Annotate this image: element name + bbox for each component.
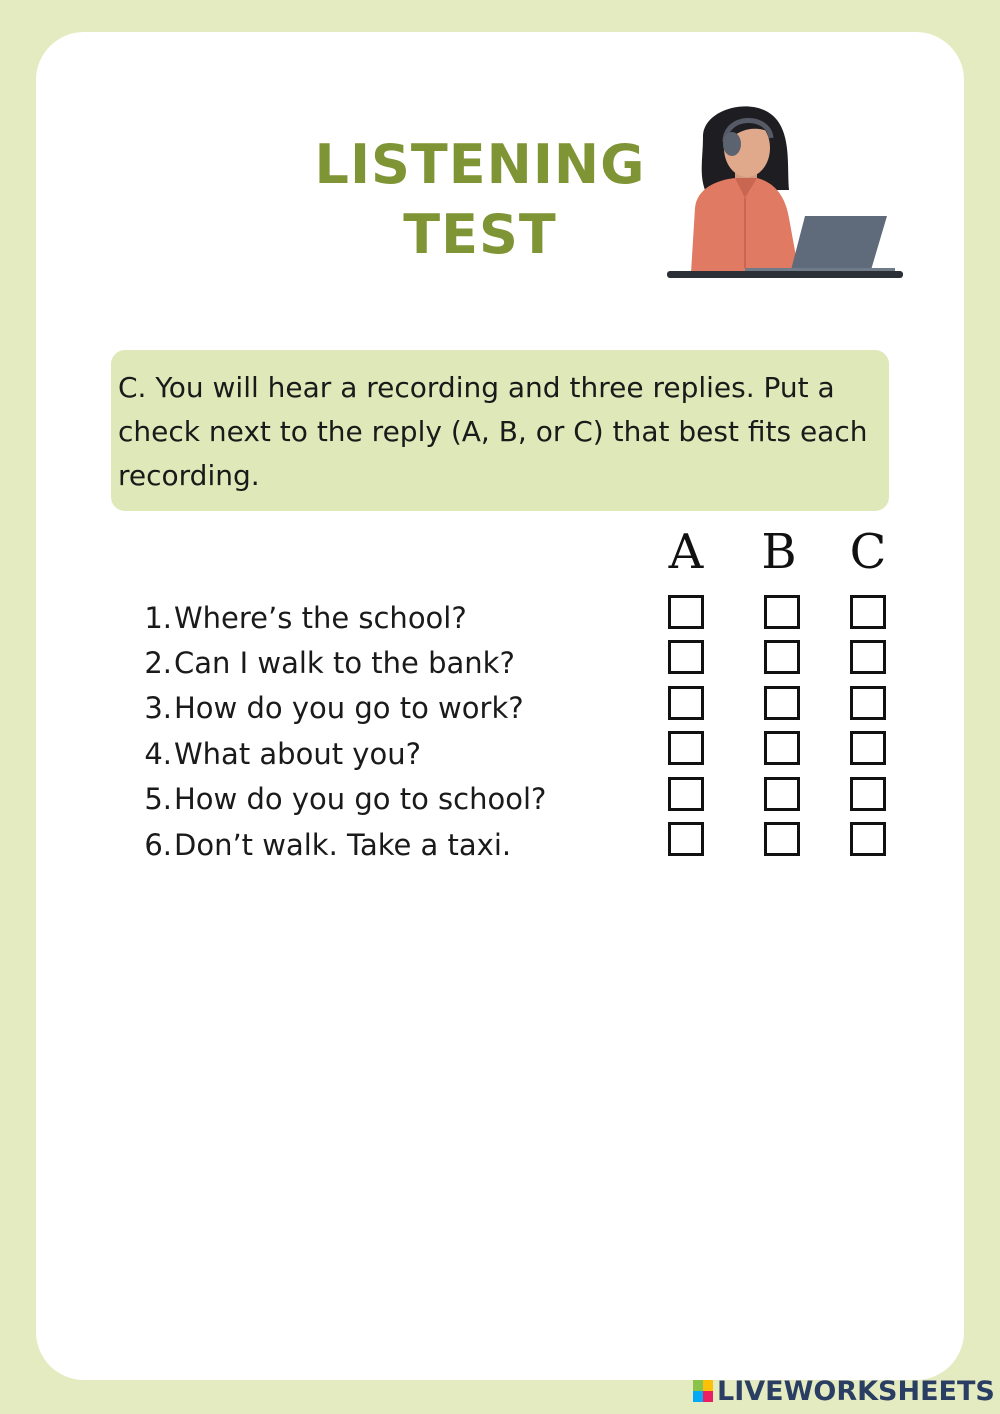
checkbox-q3-a[interactable] [668, 686, 704, 720]
question-text: How do you go to work? [174, 691, 524, 726]
liveworksheets-logo [693, 1376, 995, 1406]
instruction-box [111, 350, 889, 511]
checkbox-q4-c[interactable] [850, 731, 886, 765]
column-header-c: C [849, 524, 887, 580]
question-text: What about you? [174, 736, 421, 771]
brand-name: LIVEWORKSHEETS [717, 1375, 995, 1407]
question-item [136, 822, 546, 867]
checkbox-q1-a[interactable] [668, 595, 704, 629]
question-item [136, 777, 546, 822]
question-number: 3. [144, 691, 172, 726]
question-number: 6. [144, 827, 172, 862]
question-number: 1. [144, 600, 172, 635]
checkbox-q5-a[interactable] [668, 777, 704, 811]
liveworksheets-logo-icon [693, 1380, 713, 1402]
checkbox-q6-b[interactable] [764, 822, 800, 856]
instruction-text: C. You will hear a recording and three replies. Put a check next to the reply (A, B, or C) that best fits each recording. [118, 371, 868, 492]
checkbox-q6-c[interactable] [850, 822, 886, 856]
question-item [136, 595, 546, 640]
question-text: How do you go to school? [174, 782, 547, 817]
checkbox-q3-b[interactable] [764, 686, 800, 720]
checkbox-q2-c[interactable] [850, 640, 886, 674]
checkbox-q1-c[interactable] [850, 595, 886, 629]
checkbox-q6-a[interactable] [668, 822, 704, 856]
column-header-a: A [668, 524, 704, 580]
title-line-2: TEST [403, 203, 557, 266]
question-number: 2. [144, 646, 172, 681]
question-number: 4. [144, 736, 172, 771]
question-item [136, 640, 546, 685]
checkbox-q5-b[interactable] [764, 777, 800, 811]
question-text: Can I walk to the bank? [174, 646, 515, 681]
question-item [136, 686, 546, 731]
title-line-1: LISTENING [314, 133, 646, 196]
question-text: Where’s the school? [174, 600, 467, 635]
checkbox-q4-b[interactable] [764, 731, 800, 765]
column-header-b: B [761, 524, 797, 580]
checkbox-q4-a[interactable] [668, 731, 704, 765]
checkbox-q5-c[interactable] [850, 777, 886, 811]
checkbox-q1-b[interactable] [764, 595, 800, 629]
checkbox-q2-a[interactable] [668, 640, 704, 674]
question-item [136, 731, 546, 776]
checkbox-q2-b[interactable] [764, 640, 800, 674]
question-text: Don’t walk. Take a taxi. [174, 827, 512, 862]
question-number: 5. [144, 782, 172, 817]
question-list [136, 595, 546, 867]
woman-with-headset-at-laptop-icon [665, 98, 905, 283]
checkbox-q3-c[interactable] [850, 686, 886, 720]
page-title [300, 130, 660, 270]
